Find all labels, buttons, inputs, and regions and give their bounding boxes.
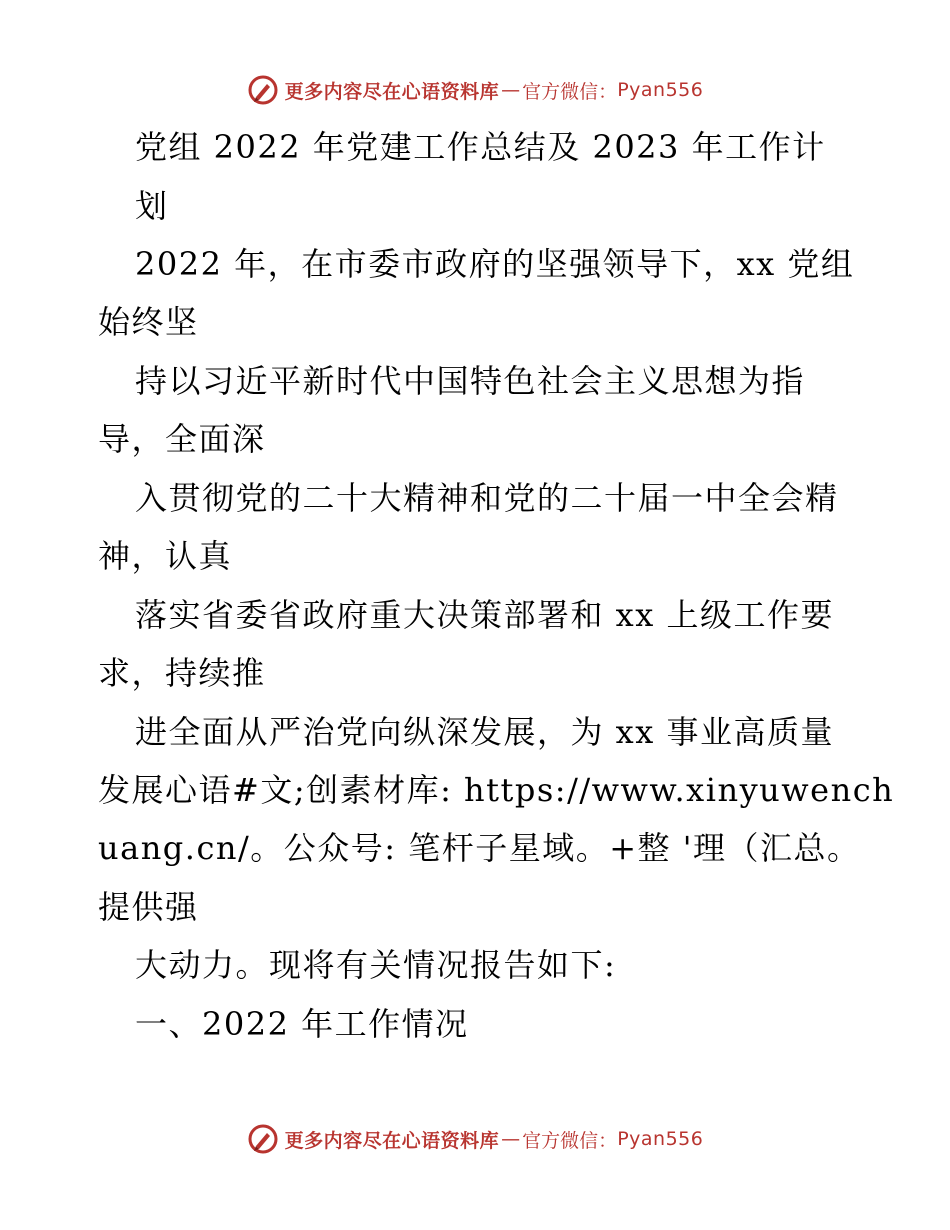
doc-paragraph-line: 求，持续推 [98,654,266,692]
doc-paragraph-line: 2022 年，在市委市政府的坚强领导下，xx 党组 [135,245,855,283]
footer-watermark [0,1119,950,1159]
header-watermark [0,70,950,110]
watermark-separator: — [501,79,521,101]
doc-paragraph-line: 进全面从严治党向纵深发展，为 xx 事业高质量 [135,713,834,751]
watermark-label: 官方微信： [522,1129,618,1152]
doc-title-line-2: 划 [135,187,169,225]
doc-paragraph-line: 导，全面深 [98,420,266,458]
doc-paragraph-line: 神，认真 [98,537,233,575]
doc-paragraph-line: uang.cn/。公众号: 笔杆子星域。+整 '理（汇总。 [98,829,861,867]
doc-paragraph-line: 提供强 [98,888,199,926]
pen-logo-icon [247,1123,279,1155]
watermark-wechat-id: Pyan556 [617,1128,704,1150]
doc-section-heading: 一、2022 年工作情况 [135,1005,469,1043]
doc-paragraph-line: 大动力。现将有关情况报告如下: [135,946,617,984]
watermark-wechat-id: Pyan556 [617,79,704,101]
doc-paragraph-line: 持以习近平新时代中国特色社会主义思想为指 [135,362,806,400]
doc-title-line-1: 党组 2022 年党建工作总结及 2023 年工作计 [135,128,826,166]
doc-paragraph-line: 落实省委省政府重大决策部署和 xx 上级工作要 [135,596,834,634]
doc-paragraph-line: 始终坚 [98,303,199,341]
doc-paragraph-line: 发展心语#文;创素材库: https://www.xinyuwench [98,771,895,809]
pen-logo-icon [247,74,279,106]
watermark-separator: — [501,1128,521,1150]
doc-paragraph-line: 入贯彻党的二十大精神和党的二十届一中全会精 [135,479,839,517]
watermark-label: 官方微信： [522,80,618,103]
watermark-brand: 更多内容尽在心语资料库 [284,80,500,103]
watermark-brand: 更多内容尽在心语资料库 [284,1129,500,1152]
